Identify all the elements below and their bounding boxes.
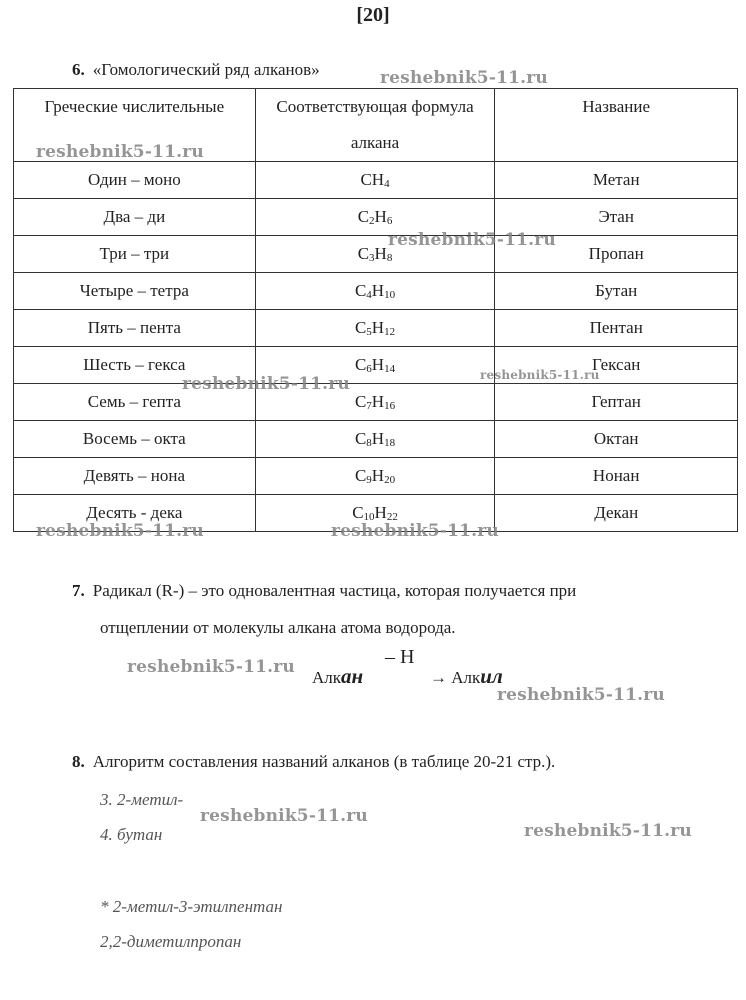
table-row xyxy=(14,458,738,495)
formula-h-count: 4 xyxy=(384,178,390,190)
formula-h-count: 6 xyxy=(386,215,393,227)
formula-c-count: 8 xyxy=(366,437,372,449)
answer-item-4: 2,2-диметилпропан xyxy=(100,932,242,951)
formula-c: C xyxy=(357,207,370,226)
cell-greek: Четыре – тетра xyxy=(14,273,256,310)
table-row xyxy=(14,310,738,347)
answer-item-2: 4. бутан xyxy=(100,825,163,844)
formula-c: C xyxy=(352,503,364,522)
formula-c: C xyxy=(354,281,367,300)
section-6-title xyxy=(72,60,320,80)
formula-h: H xyxy=(371,392,385,411)
section-8-title-text: Алгоритм составления названий алканов (в таблице 20-21 стр.). xyxy=(92,752,556,771)
table-row xyxy=(14,347,738,384)
formula-c-count: 6 xyxy=(366,363,372,375)
section-8-number: 8. xyxy=(72,752,85,771)
formula-h: H xyxy=(371,466,385,485)
formula-h: H xyxy=(371,355,385,374)
answer-item-3: * 2-метил-3-этилпентан xyxy=(100,897,283,916)
watermark: reshebnik5-11.ru xyxy=(331,521,499,541)
section-6-number: 6. xyxy=(72,60,85,79)
scheme-left-suffix: ан xyxy=(341,664,364,688)
table-row xyxy=(14,162,738,199)
cell-name: Декан xyxy=(495,495,738,532)
cell-greek: Два – ди xyxy=(14,199,256,236)
cell-name: Бутан xyxy=(495,273,738,310)
watermark: reshebnik5-11.ru xyxy=(497,685,665,705)
scheme-right xyxy=(430,664,503,689)
formula-h-count: 10 xyxy=(384,289,396,301)
watermark: reshebnik5-11.ru xyxy=(182,374,350,394)
cell-name: Нонан xyxy=(495,458,738,495)
formula-c: C xyxy=(357,244,370,263)
watermark: reshebnik5-11.ru xyxy=(524,821,692,841)
formula-h: H xyxy=(374,207,387,226)
cell-formula xyxy=(255,458,495,495)
scheme-minus-h: – H xyxy=(385,646,415,668)
cell-formula xyxy=(255,310,495,347)
table-row xyxy=(14,273,738,310)
section-8-title xyxy=(72,752,555,772)
scheme-left-root: Алк xyxy=(312,668,342,687)
formula-h-count: 14 xyxy=(384,363,396,375)
formula-h: H xyxy=(374,503,387,522)
cell-greek: Семь – гепта xyxy=(14,384,256,421)
table-row xyxy=(14,384,738,421)
formula-c: C xyxy=(354,318,367,337)
formula-c-count: 5 xyxy=(366,326,372,338)
formula-c: C xyxy=(354,466,367,485)
table-row xyxy=(14,421,738,458)
header-formula xyxy=(255,89,495,162)
cell-greek: Шесть – гекса xyxy=(14,347,256,384)
cell-greek: Пять – пента xyxy=(14,310,256,347)
header-formula-text: Соответствующая формула алкана xyxy=(276,97,474,152)
watermark: reshebnik5-11.ru xyxy=(127,657,295,677)
cell-greek: Девять – нона xyxy=(14,458,256,495)
table-body xyxy=(14,162,738,532)
cell-formula xyxy=(255,273,495,310)
formula-c: C xyxy=(360,170,372,189)
cell-name: Пропан xyxy=(495,236,738,273)
cell-greek: Восемь – окта xyxy=(14,421,256,458)
formula-h: H xyxy=(371,281,385,300)
watermark: reshebnik5-11.ru xyxy=(36,521,204,541)
header-name-text: Название xyxy=(582,97,651,116)
table-row xyxy=(14,236,738,273)
cell-name: Гексан xyxy=(495,347,738,384)
formula-h-count: 16 xyxy=(384,400,396,412)
section-6-title-text: «Гомологический ряд алканов» xyxy=(92,60,320,79)
formula-c-count: 4 xyxy=(366,289,372,301)
cell-name: Этан xyxy=(495,199,738,236)
cell-greek: Один – моно xyxy=(14,162,256,199)
header-name xyxy=(495,89,738,162)
answer-item-1: 3. 2-метил- xyxy=(100,790,184,809)
watermark-small: reshebnik5-11.ru xyxy=(480,368,600,382)
formula-h-count: 20 xyxy=(384,474,396,486)
cell-formula xyxy=(255,421,495,458)
formula-h: H xyxy=(371,170,385,189)
cell-name: Пентан xyxy=(495,310,738,347)
formula-c: C xyxy=(354,429,367,448)
table-row xyxy=(14,199,738,236)
formula-h: H xyxy=(371,318,385,337)
page-number: [20] xyxy=(356,4,390,26)
cell-name: Октан xyxy=(495,421,738,458)
cell-greek: Десять - дека xyxy=(14,495,256,532)
formula-h: H xyxy=(371,429,385,448)
watermark: reshebnik5-11.ru xyxy=(388,230,556,250)
scheme-arrow-root: → Алк xyxy=(430,668,481,687)
cell-name: Метан xyxy=(495,162,738,199)
watermark: reshebnik5-11.ru xyxy=(380,68,548,88)
formula-c: C xyxy=(354,392,367,411)
scheme-left xyxy=(312,664,363,689)
formula-c-count: 7 xyxy=(366,400,372,412)
watermark: reshebnik5-11.ru xyxy=(200,806,368,826)
formula-h: H xyxy=(374,244,387,263)
header-greek-text: Греческие числительные xyxy=(44,97,225,116)
scheme-right-suffix: ил xyxy=(480,664,503,688)
formula-h-count: 22 xyxy=(386,511,398,523)
formula-c-count: 3 xyxy=(369,252,375,264)
formula-h-count: 12 xyxy=(384,326,396,338)
watermark: reshebnik5-11.ru xyxy=(36,142,204,162)
formula-h-count: 18 xyxy=(384,437,396,449)
section-7 xyxy=(72,572,712,646)
formula-c: C xyxy=(354,355,367,374)
formula-c-count: 10 xyxy=(363,511,375,523)
section-7-number: 7. xyxy=(72,581,85,600)
formula-h-count: 8 xyxy=(386,252,393,264)
cell-greek: Три – три xyxy=(14,236,256,273)
section-7-line1: Радикал (R-) – это одновалентная частица, которая получается при xyxy=(92,581,577,600)
cell-formula xyxy=(255,162,495,199)
formula-c-count: 2 xyxy=(369,215,375,227)
formula-c-count: 9 xyxy=(366,474,372,486)
cell-name: Гептан xyxy=(495,384,738,421)
section-7-line2: отщеплении от молекулы алкана атома водорода. xyxy=(100,618,456,637)
